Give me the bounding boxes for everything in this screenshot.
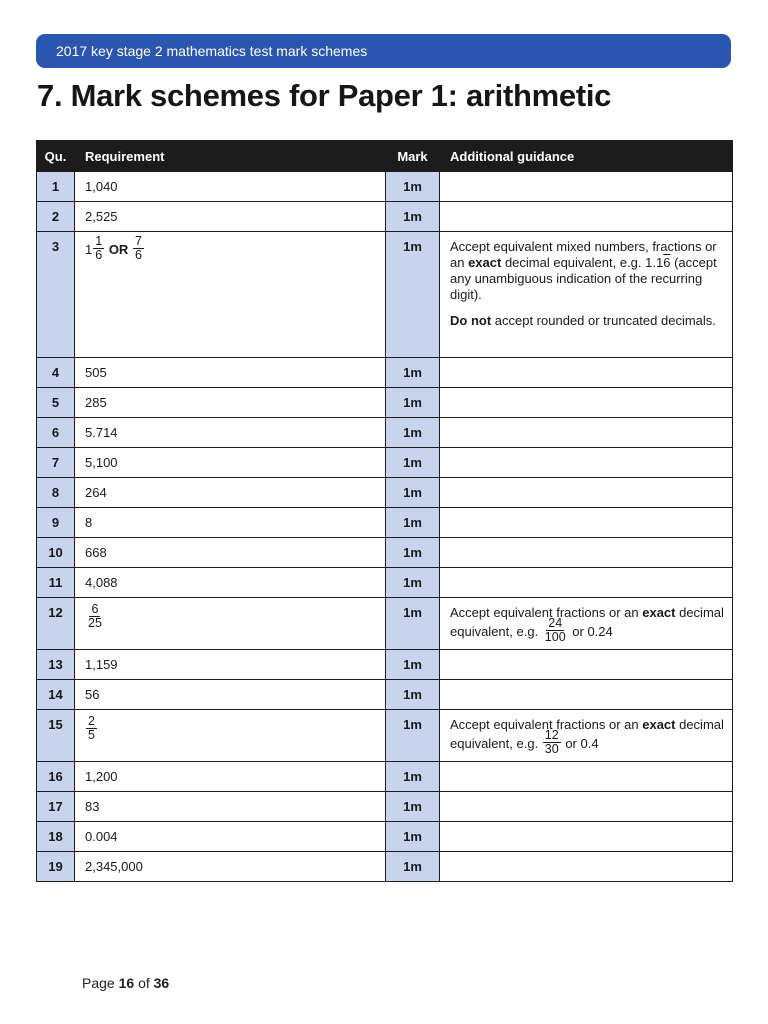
- fraction-denominator: 6: [95, 248, 103, 262]
- guidance: [440, 710, 733, 762]
- mark: 1m: [386, 792, 440, 822]
- question-number: 13: [37, 650, 75, 680]
- requirement: 2,525: [75, 202, 386, 232]
- header-banner: 2017 key stage 2 mathematics test mark schemes: [36, 34, 731, 68]
- requirement: 2,345,000: [75, 852, 386, 882]
- question-number: 8: [37, 478, 75, 508]
- guidance-bold: exact: [642, 605, 676, 620]
- mark: 1m: [386, 202, 440, 232]
- requirement: 83: [75, 792, 386, 822]
- fraction-numerator: 12: [544, 728, 559, 742]
- mark: 1m: [386, 650, 440, 680]
- guidance: [440, 538, 733, 568]
- guidance-text: decimal equivalent, e.g. 1.1: [501, 255, 664, 270]
- table-row: [37, 172, 733, 202]
- guidance: [440, 508, 733, 538]
- fraction-denominator: 100: [544, 630, 566, 644]
- fraction-denominator: 6: [134, 248, 142, 262]
- guidance: [440, 680, 733, 710]
- fraction: [543, 729, 561, 756]
- fraction: [543, 617, 568, 644]
- requirement: 505: [75, 358, 386, 388]
- guidance-text: decimal equivalent, e.g.: [450, 605, 724, 639]
- guidance: [440, 448, 733, 478]
- guidance: [440, 792, 733, 822]
- table-row: [37, 448, 733, 478]
- guidance-text: or 0.24: [568, 623, 613, 639]
- table-row: [37, 710, 733, 762]
- requirement: [75, 598, 386, 650]
- question-number: 15: [37, 710, 75, 762]
- requirement: 1,200: [75, 762, 386, 792]
- guidance-paragraph: [450, 239, 724, 303]
- mark: 1m: [386, 508, 440, 538]
- mark: 1m: [386, 172, 440, 202]
- guidance: [440, 172, 733, 202]
- page-title: 7. Mark schemes for Paper 1: arithmetic: [37, 78, 612, 113]
- mark: 1m: [386, 568, 440, 598]
- guidance: [440, 852, 733, 882]
- guidance: [440, 232, 733, 358]
- table-row: [37, 232, 733, 358]
- requirement: 668: [75, 538, 386, 568]
- guidance: [440, 568, 733, 598]
- fraction: [93, 235, 104, 262]
- header-requirement: Requirement: [75, 141, 386, 172]
- mark: 1m: [386, 598, 440, 650]
- of-word: of: [138, 975, 150, 991]
- guidance-text: Accept equivalent fractions or an: [450, 717, 643, 732]
- table-row: [37, 598, 733, 650]
- requirement: 264: [75, 478, 386, 508]
- table-row: [37, 358, 733, 388]
- fraction-numerator: 24: [548, 616, 563, 630]
- guidance-bold: exact: [642, 717, 676, 732]
- question-number: 18: [37, 822, 75, 852]
- fraction-numerator: 6: [91, 602, 99, 616]
- question-number: 14: [37, 680, 75, 710]
- table-row: [37, 508, 733, 538]
- mark-scheme-table: [36, 140, 733, 882]
- mark: 1m: [386, 852, 440, 882]
- question-number: 2: [37, 202, 75, 232]
- mixed-number-whole: 1: [85, 241, 93, 257]
- fraction-numerator: 1: [95, 234, 103, 248]
- guidance-text: accept rounded or truncated decimals.: [491, 313, 716, 328]
- question-number: 9: [37, 508, 75, 538]
- guidance-text: (accept any unambiguous indication of the recurring digit).: [450, 255, 717, 302]
- mark: 1m: [386, 822, 440, 852]
- guidance: [440, 822, 733, 852]
- requirement: 5,100: [75, 448, 386, 478]
- table-row: [37, 568, 733, 598]
- fraction: [133, 235, 144, 262]
- guidance-text: decimal equivalent, e.g.: [450, 717, 724, 751]
- or-keyword: OR: [108, 241, 129, 257]
- requirement: 56: [75, 680, 386, 710]
- fraction: [86, 603, 104, 630]
- fraction-denominator: 30: [544, 742, 559, 756]
- mark: 1m: [386, 538, 440, 568]
- page-footer: [82, 975, 169, 991]
- page-number: 16: [118, 975, 135, 991]
- question-number: 16: [37, 762, 75, 792]
- mark: 1m: [386, 680, 440, 710]
- table-header-row: [37, 141, 733, 172]
- guidance: [440, 598, 733, 650]
- table-row: [37, 202, 733, 232]
- question-number: 19: [37, 852, 75, 882]
- question-number: 4: [37, 358, 75, 388]
- page-word: Page: [82, 975, 115, 991]
- question-number: 7: [37, 448, 75, 478]
- header-qu: Qu.: [37, 141, 75, 172]
- mark: 1m: [386, 478, 440, 508]
- header-guidance: Additional guidance: [440, 141, 733, 172]
- requirement: 8: [75, 508, 386, 538]
- mark: 1m: [386, 762, 440, 792]
- table-row: [37, 650, 733, 680]
- mark: 1m: [386, 710, 440, 762]
- mark: 1m: [386, 418, 440, 448]
- mark: 1m: [386, 448, 440, 478]
- page-total: 36: [153, 975, 170, 991]
- fraction: [86, 715, 97, 742]
- mark: 1m: [386, 388, 440, 418]
- guidance: [440, 202, 733, 232]
- question-number: 6: [37, 418, 75, 448]
- question-number: 12: [37, 598, 75, 650]
- guidance: [440, 358, 733, 388]
- table-row: [37, 822, 733, 852]
- question-number: 17: [37, 792, 75, 822]
- guidance: [440, 388, 733, 418]
- header-mark: Mark: [386, 141, 440, 172]
- table-row: [37, 538, 733, 568]
- requirement: 4,088: [75, 568, 386, 598]
- table-row: [37, 418, 733, 448]
- fraction-denominator: 5: [88, 728, 95, 742]
- fraction-numerator: 7: [134, 234, 142, 248]
- requirement: 1,040: [75, 172, 386, 202]
- question-number: 10: [37, 538, 75, 568]
- guidance-text: or 0.4: [561, 735, 599, 751]
- guidance: [440, 650, 733, 680]
- mark: 1m: [386, 232, 440, 358]
- guidance: [440, 418, 733, 448]
- guidance: [440, 762, 733, 792]
- question-number: 5: [37, 388, 75, 418]
- guidance-bold: exact: [468, 255, 502, 270]
- requirement: 285: [75, 388, 386, 418]
- guidance-text: Accept equivalent fractions or an: [450, 605, 643, 620]
- guidance-text: Accept equivalent mixed numbers, fractions or an: [450, 239, 717, 270]
- guidance: [440, 478, 733, 508]
- table-row: [37, 478, 733, 508]
- requirement: [75, 232, 386, 358]
- question-number: 1: [37, 172, 75, 202]
- table-row: [37, 852, 733, 882]
- guidance-paragraph: [450, 313, 724, 329]
- guidance-bold: Do not: [450, 313, 492, 328]
- table-row: [37, 388, 733, 418]
- requirement: 5.714: [75, 418, 386, 448]
- requirement: 0.004: [75, 822, 386, 852]
- fraction-numerator: 2: [88, 714, 95, 728]
- mark: 1m: [386, 358, 440, 388]
- requirement: 1,159: [75, 650, 386, 680]
- table-row: [37, 762, 733, 792]
- requirement: [75, 710, 386, 762]
- recurring-digit: 6: [663, 255, 671, 270]
- question-number: 3: [37, 232, 75, 358]
- table-row: [37, 680, 733, 710]
- table-row: [37, 792, 733, 822]
- fraction-denominator: 25: [88, 616, 102, 630]
- question-number: 11: [37, 568, 75, 598]
